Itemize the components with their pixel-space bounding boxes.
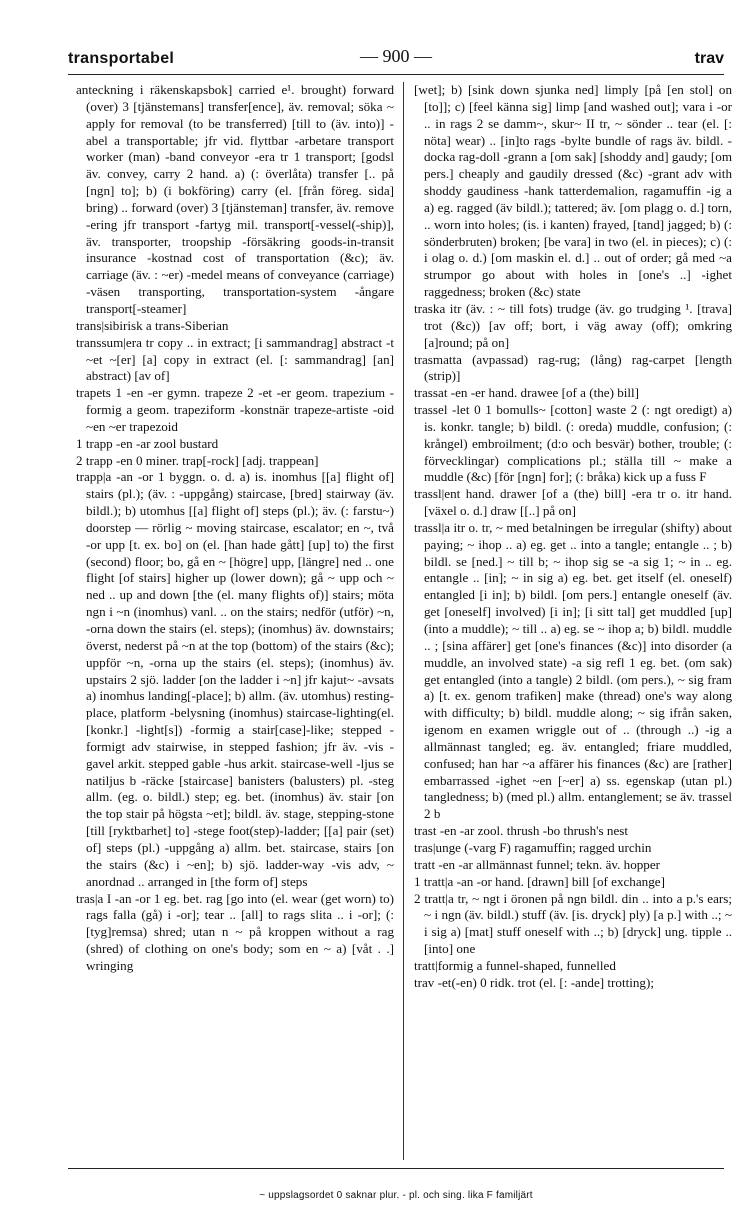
dictionary-entry: trans|sibirisk a trans-Siberian xyxy=(76,317,229,333)
header-right-headword: trav xyxy=(694,50,724,67)
header-rule xyxy=(68,74,724,75)
dictionary-entry: trapets 1 -en -er gymn. trapeze 2 -et -er geom. trapezium -formig a geom. trapeziform -konstnär trapeze-artiste -oid ~en ~er trapezoid xyxy=(76,385,394,434)
right-column xyxy=(414,82,732,1162)
dictionary-entry: traska itr (äv. : ~ till fots) trudge (äv. go trudging ¹. [trava] trot (&c)) [av off; bort, i väg away (off); omkring [a]round; på on] xyxy=(414,300,732,350)
dictionary-entry: trast -en -ar zool. thrush -bo thrush's nest xyxy=(414,823,628,839)
footer-rule xyxy=(68,1168,724,1169)
dictionary-entry: tras|unge (-varg F) ragamuffin; ragged urchin xyxy=(414,839,652,855)
column-divider xyxy=(403,82,404,1160)
dictionary-entry: trassat -en -er hand. drawee [of a (the) bill] xyxy=(414,385,640,401)
left-column xyxy=(76,82,394,1162)
dictionary-entry: tras|a I -an -or 1 eg. bet. rag [go into (el. wear (get worn) to) rags falla (gå) i -or]; tear .. [all] to rags slita .. i -or]; (: [tyg]remsa) shred; utan n ~ på kroppen without a rag (shred) of clothing on one's body; som en ~ a) [våt . .] wringing xyxy=(76,890,394,973)
dictionary-entry: trav -et(-en) 0 ridk. trot (el. [: -ande] trotting); xyxy=(414,974,654,990)
dictionary-entry: trasmatta (avpassad) rag-rug; (lång) rag-carpet [length (strip)] xyxy=(414,351,732,384)
dictionary-entry: anteckning i räkenskapsbok] carried e¹. brought) forward (over) 3 [tjänstemans] transfer[ence], äv. removal; söka ~ apply for removal (to be transferred) [till to (äv. into)] -abel a transportable; jfr vid. flyttbar -arbetare transport worker (man) -band conveyor -era tr 1 transport; [godsl äv. convey, carry 2 hand. a) (: överlåta) transfer [.. på [ngn] to]; b) (i bokföring) carry (el. [från föreg. sida] bring) .. forward (over) 3 [tjänsteman] transfer, äv. remove -ering jfr transport -fartyg mil. transport[-vessel(-ship)], äv. transporter, troopship -försäkring goods-in-transit insurance -kostnad cost of transportation (&c); äv. carriage (äv. : ~er) -medel means of conveyance (carriage) -väsen transporting, transportation-system -ångare transport[-steamer] xyxy=(76,82,394,316)
footer-legend: ~ uppslagsordet 0 saknar plur. - pl. och sing. lika F familjärt xyxy=(259,1190,533,1201)
dictionary-entry: 1 tratt|a -an -or hand. [drawn] bill [of exchange] xyxy=(414,873,665,889)
page-header xyxy=(68,44,724,78)
dictionary-entry: transsum|era tr copy .. in extract; [i sammandrag] abstract -t ~et ~[er] [a] copy in extract (el. [: sammandrag] [an] abstract) [av of] xyxy=(76,334,394,384)
dictionary-entry: tratt|formig a funnel-shaped, funnelled xyxy=(414,957,616,973)
dictionary-entry: trassel -let 0 1 bomulls~ [cotton] waste 2 (: ngt oredigt) a) is. konkr. tangle; b) bildl. (: oreda) muddle, confusion; (: krångel) embroilment; (d:o och besvär) bother, trouble; (: förvecklingar) complications pl.; ställa till ~ make a muddle (&c) [för [ngn] for]; (: bråka) kick up a fuss F xyxy=(414,402,732,485)
header-left-headword: transportabel xyxy=(68,50,175,67)
dictionary-entry: trapp|a -an -or 1 byggn. o. d. a) is. inomhus [[a] flight of] stairs (pl.); (äv. : -uppgång) staircase, [bred] stairway (äv. bildl.); b) utomhus [[a] flight of] steps (pl.); äv. (: farstu~) doorstep — rörlig ~ moving staircase, escalator; en ~, två -or upp [t. ex. bo] on (el. [han hade gått] [up] to) the first (second) floor; bo, gå en ~ [högre] upp, [längre] ned .. one flight [of stairs] higher up (lower down); gå ~ upp och ~ ned .. up and down [the (el. many flights of)] stairs; möta ngn i ~n (inomhus) vanl. .. on the stairs; nedför (utför) ~n, -orna down the stairs (el. steps); (inomhus) äv. downstairs; överst, nederst på ~n at the top (bottom) of the stairs (&c); uppför ~n, -orna up the stairs (el. steps); (inomhus) äv. upstairs 2 sjö. ladder [on the ladder i ~n] jfr kajut~ -avsats a) inomhus landing[-place]; b) allm. (äv. utomhus) resting-place, platform -belysning (inomhus) staircase-lighting(el. [konkr.] -light[s]) -formig a stair[case]-like; stepped -formigt adv stairwise, in stepped fashion; jfr äv. -vis -gavel arkit. stepped gable -hus arkit. staircase-well -ljus se natiljus b -räcke [staircase] banisters (balusters) pl. -steg allm. (eg. o. bildl.) step; eg. bet. (inomhus) äv. stair [on the top stair på högsta ~et]; bildl. äv. stage, stepping-stone [till [ryktbarhet] to] -stege foot(step)-ladder; [[a] pair (set) of] steps (pl.) -uppgång a) allm. bet. staircase, stairs [on the stairs (&c) i ~en]; b) sjö. ladder-way -vis adv, ~ anordnad .. arranged in [the form of] steps xyxy=(76,469,394,889)
dictionary-entry: 1 trapp -en -ar zool bustard xyxy=(76,435,219,451)
page-number: — 900 — xyxy=(360,46,432,66)
dictionary-entry: [wet]; b) [sink down sjunka ned] limply [på [en stol] on [to]]; c) [feel känna sig] limp [and washed out]; vara i -or .. in rags 2 se damm~, skur~ II tr, ~ sönder .. tear (el. [: nöta] wear) .. [in]to rags -bylte bundle of rags äv. bildl. -docka rag-doll -grann a [om sak] [shoddy and] gaudy; [om pers.] cheaply and gaudily dressed (&c) -grant adv with shoddy gaudiness -hank tatterdemalion, ragamuffin -ig a a) eg. ragged (äv bildl.); tattered; äv. [om plagg o. d.] torn, .. worn into holes; (is. i kanten) frayed, [tand] jagged; b) (: sönderbruten) broken; [be vara] in two (el. in pieces); c) (: i olag o. d.) [om maskin el. d.] .. out of order; gå med ~a strumpor go about with holes in [one's ..] -ighet raggedness; broken (&c) state xyxy=(414,82,732,300)
dictionary-entry: trassl|ent hand. drawer [of a (the) bill] -era tr o. itr hand. [växel o. d.] draw [[..] på on] xyxy=(414,486,732,519)
dictionary-entry: 2 tratt|a tr, ~ ngt i öronen på ngn bildl. din .. into a p.'s ears; ~ i ngn (äv. bildl.) stuff (äv. [is. dryck] ply) [a p.] with ..; ~ i sig a) [mat] stuff oneself with ..; b) [dryck] ung. tipple .. [into] one xyxy=(414,890,732,957)
dictionary-entry: 2 trapp -en 0 miner. trap[-rock] [adj. trappean] xyxy=(76,452,319,468)
dictionary-entry: tratt -en -ar allmännast funnel; tekn. äv. hopper xyxy=(414,856,661,872)
dictionary-entry: trassl|a itr o. tr, ~ med betalningen be irregular (shifty) about paying; ~ ihop .. a) eg. get .. into a tangle; entangle .. ; b) bildl. se [ned.] ~ till b; ~ ihop sig se -a sig 1; ~ in .. eg. entangle .. [in]; ~ in sig a) eg. bet. get itself (el. oneself) entangled [i in]; b) bildl. [om pers.] entangle oneself (äv. get [oneself] involved) [i in]; [i sitt tal] get muddled [up] (into a muddle); ~ till .. a) eg. se ~ ihop a; b) bildl. muddle .. ; [sina affärer] get [one's finances (&c)] into disorder (a muddle, an involved state) -a sig refl 1 eg. bet. (om sak) get entangled (into a tangle) 2 bildl. (om pers.), ~ sig fram a) [t. ex. genom trafiken] make (thread) one's way along with difficulty; b) bildl. muddle along; ~ sig ifrån saken, igenom en examen wriggle out of .. (through ..) -ig a allmännast tangled; eg. äv. entangled; friare muddled, confused; han har ~a affärer his finances (&c) are [rather] embarrassed -ighet ~en [~er] a) ss. egenskap (utan pl.) tangledness; b) (med pl.) allm. entanglement; se äv. trassel 2 b xyxy=(414,519,732,822)
